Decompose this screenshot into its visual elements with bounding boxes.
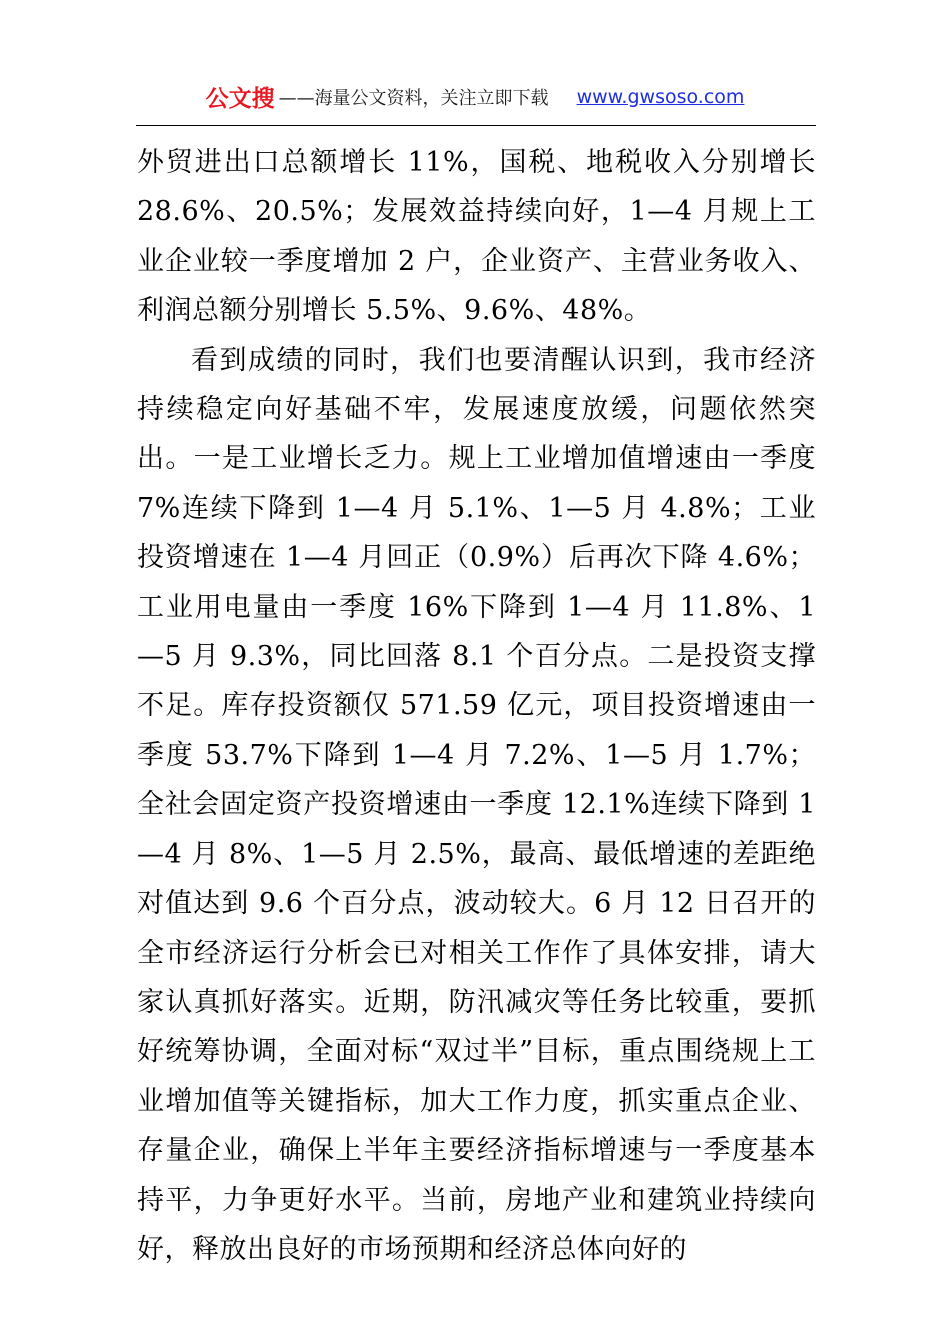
brand-logo: 公文搜: [205, 86, 275, 112]
website-link[interactable]: www.gwsoso.com: [576, 85, 745, 108]
header-slogan: ——海量公文资料，关注立即下载: [278, 87, 549, 109]
page-header: [0, 80, 950, 112]
paragraph-continuation: 外贸进出口总额增长 11%，国税、地税收入分别增长 28.6%、20.5%；发展效益持续向好，1—4 月规上工业企业较一季度增加 2 户，企业资产、主营业务收入、利润总额分别增长 5.5%、9.6%、48%。: [137, 147, 816, 327]
paragraph-problems: 看到成绩的同时，我们也要清醒认识到，我市经济持续稳定向好基础不牢，发展速度放缓，问题依然突出。一是工业增长乏力。规上工业增加值增速由一季度 7%连续下降到 1—4 月 5.1%、1—5 月 4.8%；工业投资增速在 1—4 月回正（0.9%）后再次下降 4.6%；工业用电量由一季度 16%下降到 1—4 月 11.8%、1—5 月 9.3%，同比回落 8.1 个百分点。二是投资支撑不足。库存投资额仅 571.59 亿元，项目投资增速由一季度 53.7%下降到 1—4 月 7.2%、1—5 月 1.7%；全社会固定资产投资增速由一季度 12.1%连续下降到 1—4 月 8%、1—5 月 2.5%，最高、最低增速的差距绝对值达到 9.6 个百分点，波动较大。6 月 12 日召开的全市经济运行分析会已对相关工作作了具体安排，请大家认真抓好落实。近期，防汛减灾等任务比较重，要抓好统筹协调，全面对标“双过半”目标，重点围绕规上工业增加值等关键指标，加大工作力度，抓实重点企业、存量企业，确保上半年主要经济指标增速与一季度基本持平，力争更好水平。当前，房地产业和建筑业持续向好，释放出良好的市场预期和经济总体向好的: [137, 344, 816, 1265]
document-body: [137, 138, 816, 1274]
header-divider: [136, 125, 816, 126]
